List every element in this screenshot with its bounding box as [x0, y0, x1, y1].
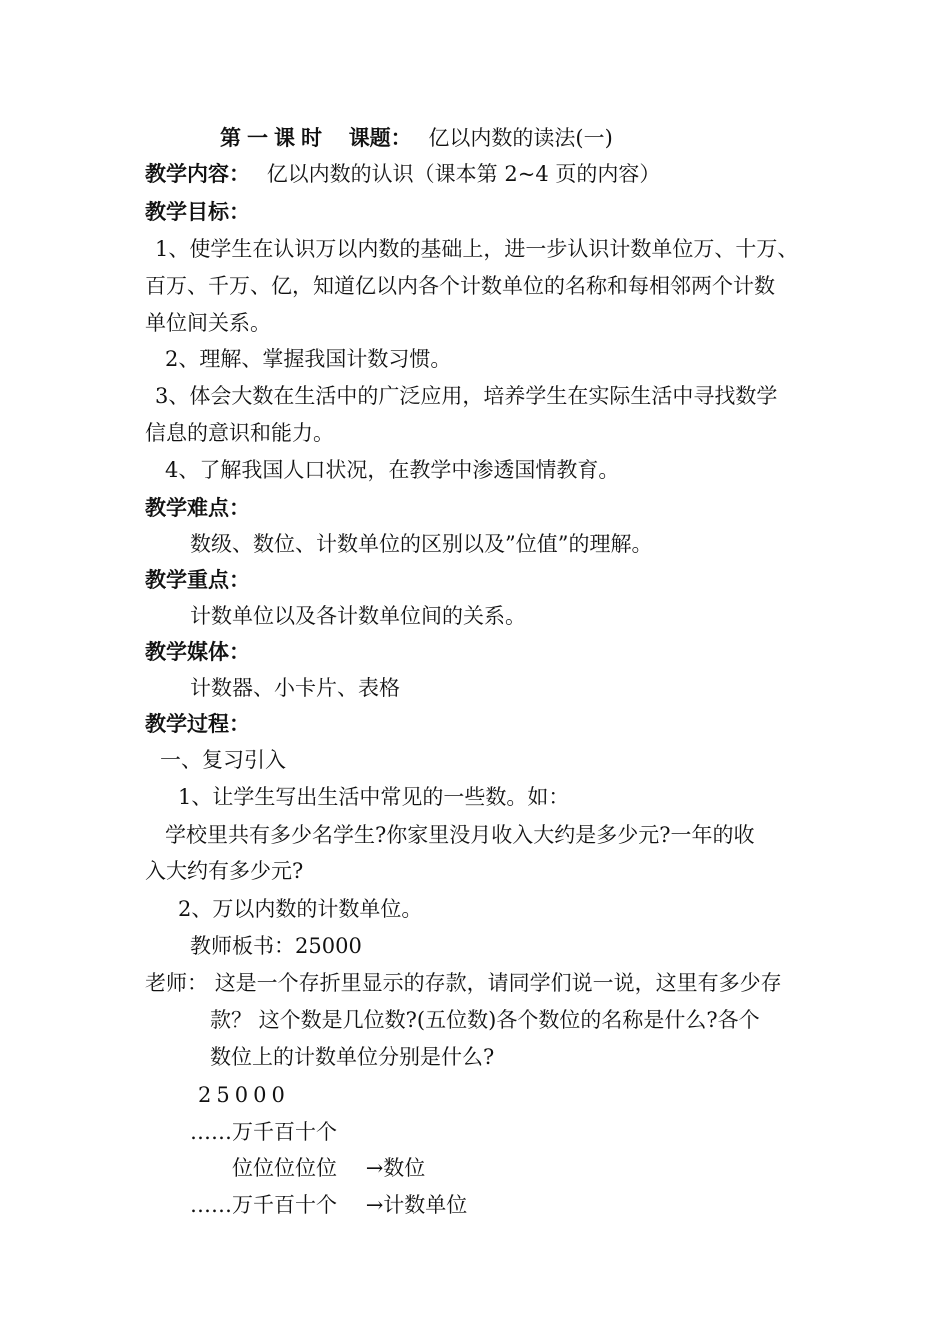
- key-point-text: 计数单位以及各计数单位间的关系。: [190, 604, 526, 628]
- teacher-text: 款？ 这个数是几位数?(五位数)各个数位的名称是什么?各个: [210, 1008, 760, 1032]
- lesson-title-row: [220, 124, 613, 152]
- teacher-label: 老师：: [145, 971, 208, 995]
- process-question: 学校里共有多少名学生?你家里没月收入大约是多少元?一年的收: [165, 823, 755, 847]
- goal-line: 4、了解我国人口状况，在教学中渗透国情教育。: [165, 458, 620, 482]
- counting-units-row: [190, 1191, 467, 1219]
- counting-units-arrow-label: →计数单位: [365, 1193, 468, 1217]
- place-arrow-label: →数位: [365, 1156, 426, 1180]
- teacher-text: 数位上的计数单位分别是什么?: [210, 1045, 495, 1069]
- media-label: 教学媒体：: [145, 639, 250, 664]
- goal-line: 3、体会大数在生活中的广泛应用，培养学生在实际生活中寻找数学: [155, 384, 778, 408]
- place-names-row: ……万千百十个: [190, 1120, 337, 1144]
- lesson-number: 第一课时: [220, 125, 328, 150]
- place-suffix-text: 位位位位位: [232, 1156, 337, 1180]
- teaching-content-row: [145, 160, 660, 188]
- process-item: 1、让学生写出生活中常见的一些数。如：: [178, 785, 570, 809]
- counting-units-text: ……万千百十个: [190, 1193, 337, 1217]
- teaching-content-label: 教学内容：: [145, 161, 250, 186]
- topic-label: 课题：: [348, 125, 412, 150]
- teacher-text: 这是一个存折里显示的存款，请同学们说一说，这里有多少存: [214, 971, 782, 995]
- goal-line: 单位间关系。: [145, 311, 271, 335]
- teaching-content-text: 亿以内数的认识（课本第 2~4 页的内容）: [266, 162, 661, 186]
- key-point-label: 教学重点：: [145, 567, 250, 592]
- goal-line: 信息的意识和能力。: [145, 421, 334, 445]
- digits-row: 25000: [198, 1083, 290, 1107]
- difficulty-label: 教学难点：: [145, 495, 250, 520]
- teaching-goals-label: 教学目标：: [145, 199, 250, 224]
- goal-line: 2、理解、掌握我国计数习惯。: [165, 347, 452, 371]
- goal-line: 百万、千万、亿，知道亿以内各个计数单位的名称和每相邻两个计数: [145, 274, 775, 298]
- process-label: 教学过程：: [145, 711, 250, 736]
- topic-text: 亿以内数的读法(一): [428, 126, 613, 150]
- difficulty-text: 数级、数位、计数单位的区别以及”位值”的理解。: [190, 532, 653, 556]
- process-item: 2、万以内数的计数单位。: [178, 897, 423, 921]
- board-text: 教师板书：25000: [190, 934, 362, 958]
- goal-line: 1、使学生在认识万以内数的基础上，进一步认识计数单位万、十万、: [155, 237, 799, 261]
- process-question: 入大约有多少元?: [145, 859, 304, 883]
- place-suffix-row: [232, 1154, 425, 1182]
- section-heading: 一、复习引入: [160, 748, 286, 772]
- media-text: 计数器、小卡片、表格: [190, 676, 400, 700]
- teacher-row: [145, 969, 782, 997]
